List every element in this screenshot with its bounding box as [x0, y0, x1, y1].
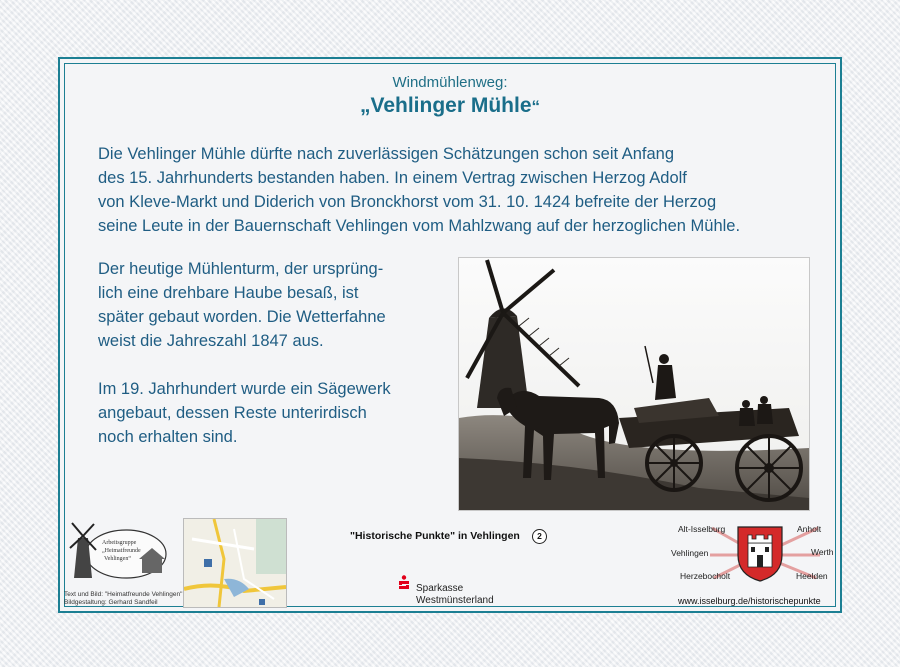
intro-line: seine Leute in der Bauernschaft Vehlingen vom Mahlzwang auf der herzoglichen Mühle. — [98, 217, 741, 235]
intro-paragraph — [98, 142, 818, 238]
series-label: "Historische Punkte" in Vehlingen — [350, 530, 520, 542]
panel-subtitle: Windmühlenweg: — [392, 74, 508, 91]
panel-title — [65, 94, 835, 118]
credit-text — [64, 591, 182, 606]
town-label: Herzebocholt — [680, 571, 731, 581]
town-label: Werth — [811, 547, 834, 557]
bank-name-line1: Sparkasse — [416, 583, 464, 594]
title-text: „Vehlinger Mühle — [359, 94, 532, 117]
tower-line: später gebaut worden. Die Wetterfahne — [98, 308, 386, 326]
logo-graphic — [64, 518, 174, 588]
logo-line: Vehlingen“ — [104, 556, 131, 562]
windmill-carriage-photo — [459, 258, 809, 510]
intro-line: von Kleve-Markt und Diderich von Bronckhorst vom 31. 10. 1424 befreite der Herzog — [98, 193, 717, 211]
location-map — [183, 518, 287, 608]
intro-line: des 15. Jahrhunderts bestanden haben. In einem Vertrag zwischen Herzog Adolf — [98, 169, 687, 187]
series-number-badge: 2 — [532, 529, 547, 544]
crest-shield — [736, 525, 784, 583]
logo-line: „Heimatfreunde — [102, 548, 141, 554]
sparkasse-s-icon — [398, 575, 410, 589]
map-graphic — [184, 519, 286, 607]
isselburg-crest — [736, 525, 784, 583]
intro-line: Die Vehlinger Mühle dürfte nach zuverlässigen Schätzungen schon seit Anfang — [98, 145, 675, 163]
sawmill-line: noch erhalten sind. — [98, 428, 238, 446]
town-label: Anholt — [797, 524, 822, 534]
tower-paragraph — [98, 257, 428, 353]
town-label: Heelden — [796, 571, 828, 581]
title-close-quote: “ — [531, 97, 541, 116]
town-label: Vehlingen — [671, 548, 709, 558]
sawmill-paragraph — [98, 377, 428, 449]
bank-name-line2: Westmünsterland — [416, 595, 494, 606]
heimatfreunde-logo — [64, 518, 174, 588]
tower-line: Der heutige Mühlenturm, der ursprüng- — [98, 260, 384, 278]
credit-line: Text und Bild: "Heimatfreunde Vehlingen" — [64, 591, 183, 598]
sawmill-line: angebaut, dessen Reste unterirdisch — [98, 404, 367, 422]
tower-line: lich eine drehbare Haube besaß, ist — [98, 284, 359, 302]
town-label: Alt-Isselburg — [678, 524, 726, 534]
tower-line: weist die Jahreszahl 1847 aus. — [98, 332, 324, 350]
website-url[interactable]: www.isselburg.de/historischepunkte — [678, 596, 821, 606]
sawmill-line: Im 19. Jahrhundert wurde ein Sägewerk — [98, 380, 391, 398]
historic-photo — [458, 257, 810, 511]
logo-line: Arbeitsgruppe — [102, 540, 137, 546]
credit-line: Bildgestaltung: Gerhard Sandfeil — [64, 598, 158, 606]
